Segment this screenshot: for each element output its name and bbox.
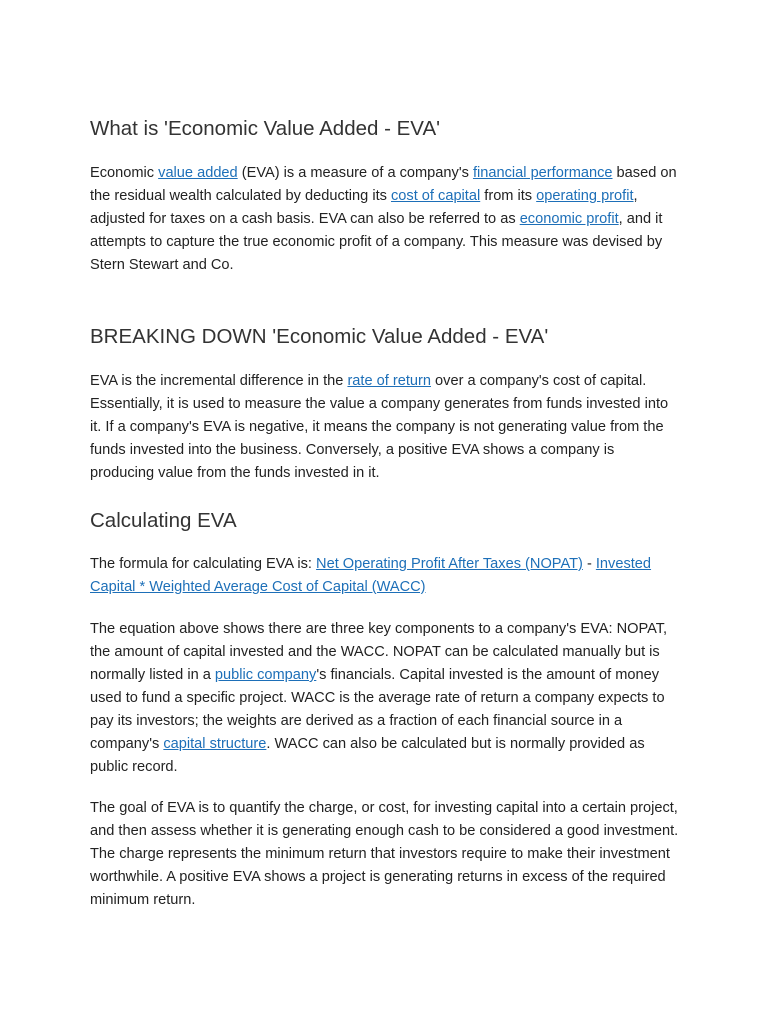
text-run: , and it attempts to capture the true economic profit of a company. This measure was devised by Stern Stewart and Co. bbox=[90, 211, 663, 273]
text-run: . WACC can also be calculated but is normally provided as public record. bbox=[90, 736, 645, 775]
text-run: Economic bbox=[90, 165, 159, 181]
link-public-company[interactable]: public company bbox=[214, 667, 317, 683]
text-run: based on the residual wealth calculated by deducting its bbox=[90, 165, 677, 204]
link-operating-profit[interactable]: operating profit bbox=[536, 188, 634, 204]
goal-paragraph: The goal of EVA is to quantify the charge, or cost, for investing capital into a certain project, and then assess whether it is generating enough cash to be considered a good investment. The charge represents the minimum return that investors require to make their investment worthwhile. A positive EVA shows a project is generating returns in excess of the required minimum return. bbox=[90, 800, 679, 908]
link-financial-performance[interactable]: financial performance bbox=[472, 165, 613, 181]
equation-paragraph bbox=[90, 618, 680, 779]
text-run: The formula for calculating EVA is: bbox=[90, 556, 317, 572]
link-capital-structure[interactable]: capital structure bbox=[163, 736, 267, 752]
text-run: EVA is the incremental difference in the bbox=[90, 373, 348, 389]
section-heading-calculating-eva: Calculating EVA bbox=[90, 509, 237, 532]
breaking-down-paragraph bbox=[90, 370, 680, 485]
text-run: from its bbox=[480, 188, 537, 204]
text-run: over a company's cost of capital. Essentially, it is used to measure the value a company generates from funds invested into it. If a company's EVA is negative, it means the company is not generating value from the funds invested into the business. Conversely, a positive EVA shows a company is producing value from the funds invested in it. bbox=[90, 373, 669, 481]
link-rate-of-return[interactable]: rate of return bbox=[347, 373, 431, 389]
section-heading-what-is-eva: What is 'Economic Value Added - EVA' bbox=[90, 117, 441, 140]
text-run: - bbox=[582, 556, 596, 572]
formula-paragraph bbox=[90, 553, 680, 599]
text-run: (EVA) is a measure of a company's bbox=[237, 165, 473, 181]
link-invested-capital-wacc[interactable]: Invested Capital * Weighted Average Cost of Capital (WACC) bbox=[90, 556, 652, 595]
section-heading-breaking-down: BREAKING DOWN 'Economic Value Added - EVA' bbox=[90, 325, 549, 348]
text-run: The equation above shows there are three key components to a company's EVA: NOPAT, the amount of capital invested and the WACC. NOPAT can be calculated manually but is normally listed in a bbox=[90, 621, 668, 683]
text-run: , adjusted for taxes on a cash basis. EVA can also be referred to as bbox=[90, 188, 638, 227]
link-value-added[interactable]: value added bbox=[158, 165, 238, 181]
text-run: 's financials. Capital invested is the amount of money used to fund a specific project. WACC is the average rate of return a company expects to pay its investors; the weights are derived as a fraction of each financial source in a company's bbox=[90, 667, 665, 752]
link-nopat[interactable]: Net Operating Profit After Taxes (NOPAT) bbox=[316, 556, 583, 572]
link-economic-profit[interactable]: economic profit bbox=[519, 211, 619, 227]
link-cost-of-capital[interactable]: cost of capital bbox=[390, 188, 481, 204]
intro-paragraph bbox=[90, 162, 680, 277]
